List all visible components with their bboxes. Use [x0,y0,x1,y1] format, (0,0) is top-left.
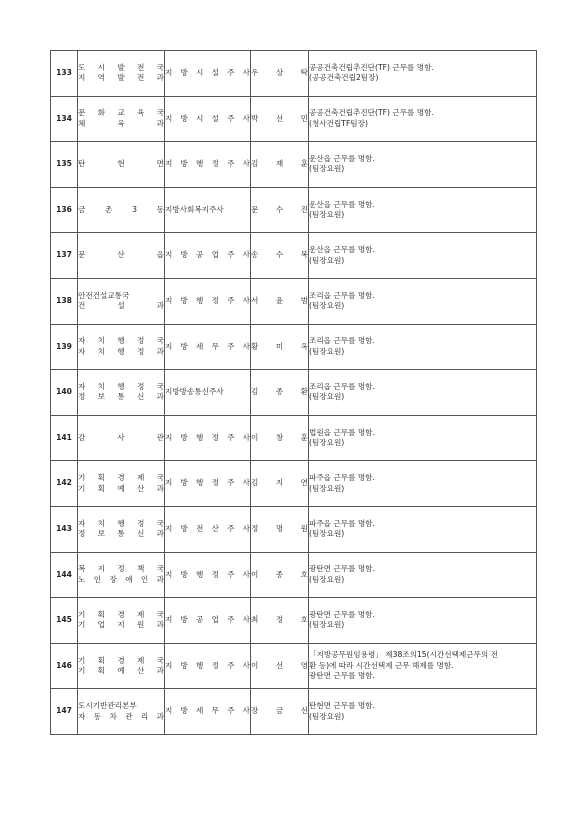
department-line: 자 치 행 정 과 [78,346,164,356]
rank-cell [165,598,251,644]
rank-text: 지 방 전 산 주 사 [165,523,250,533]
rank-cell [165,142,251,188]
name-cell [251,643,309,689]
row-number: 137 [51,233,78,279]
assignment-note-cell [309,96,537,142]
name-cell [251,233,309,279]
department-cell [78,643,165,689]
row-number: 143 [51,506,78,552]
name-cell [251,187,309,233]
assignment-note-line: (팀장요원) [309,529,345,539]
name-cell [251,506,309,552]
department-line: 지 역 발 전 과 [78,73,164,83]
row-number: 135 [51,142,78,188]
department-cell [78,415,165,461]
department-line: 정 보 통 신 과 [78,392,164,402]
department-line: 체 육 과 [78,118,164,128]
assignment-note-cell [309,278,537,324]
row-number: 133 [51,51,78,97]
assignment-note-line: 법원읍 근무를 명함. [309,427,375,437]
name-cell [251,415,309,461]
department-cell [78,51,165,97]
department-line: 자 치 행 정 국 [78,336,164,346]
row-number: 146 [51,643,78,689]
row-number: 142 [51,461,78,507]
department-cell [78,689,165,735]
assignment-note-line: 운산읍 근무를 명함. [309,245,375,255]
name-cell [251,461,309,507]
department-line: 문 화 교 육 국 [78,108,164,118]
department-line: 기 획 경 제 국 [78,609,164,619]
table-row [51,142,537,188]
rank-cell [165,415,251,461]
assignment-note-line: 환 등)에 따라 시간선택제 근무 해제를 명함. [309,660,454,670]
assignment-note-cell [309,461,537,507]
row-number: 134 [51,96,78,142]
rank-text: 지방방송통신주사 [165,387,224,397]
department-cell [78,370,165,416]
department-cell [78,324,165,370]
rank-text: 지 방 세 무 주 사 [165,706,250,716]
assignment-note-line: (팀장요원) [309,711,345,721]
assignment-note-cell [309,370,537,416]
rank-text: 지 방 공 업 주 사 [165,250,250,260]
rank-text: 지 방 행 정 주 사 [165,432,250,442]
table-row [51,187,537,233]
department-cell [78,233,165,279]
person-name: 우 상 탁 [251,68,308,78]
assignment-note-line: 파주읍 근무를 명함. [309,473,375,483]
department-line: 감 사 관 [78,432,164,442]
rank-cell [165,370,251,416]
name-cell [251,96,309,142]
department-line: 복 지 정 책 국 [78,564,164,574]
assignment-note-line: 파주읍 근무를 명함. [309,518,375,528]
assignment-note-line: 광탄면 근무를 명함. [309,564,375,574]
department-cell [78,187,165,233]
person-name: 서 윤 범 [251,296,308,306]
assignment-note-line: 운산읍 근무를 명함. [309,199,375,209]
row-number: 140 [51,370,78,416]
table-row [51,51,537,97]
rank-cell [165,51,251,97]
table-row [51,96,537,142]
assignment-note-line: (팀장요원) [309,255,345,265]
name-cell [251,552,309,598]
rank-text: 지 방 행 정 주 사 [165,159,250,169]
table-row [51,233,537,279]
assignment-note-line: (팀장요원) [309,164,345,174]
rank-text: 지 방 행 정 주 사 [165,478,250,488]
person-name: 장 금 선 [251,706,308,716]
assignment-note-line: (팀장요원) [309,620,345,630]
row-number: 147 [51,689,78,735]
department-line: 도시기반관리본부 [78,701,137,711]
assignment-note-cell [309,689,537,735]
table-row [51,643,537,689]
personnel-order-table [50,50,537,735]
department-line: 탄 현 면 [78,159,164,169]
person-name: 이 종 호 [251,569,308,579]
assignment-note-line: 탄현면 근무를 명함. [309,701,375,711]
department-line: 자 동 차 관 리 과 [78,711,164,721]
department-cell [78,278,165,324]
name-cell [251,324,309,370]
row-number: 136 [51,187,78,233]
row-number: 145 [51,598,78,644]
assignment-note-line: 공공건축건립추진단(TF) 근무를 명함. [309,108,434,118]
rank-text: 지 방 시 설 주 사 [165,68,250,78]
table-row [51,415,537,461]
assignment-note-line: (청사건립TF팀장) [309,118,368,128]
assignment-note-line: (팀장요원) [309,438,345,448]
rank-text: 지 방 시 설 주 사 [165,113,250,123]
assignment-note-cell [309,324,537,370]
name-cell [251,689,309,735]
person-name: 이 선 영 [251,660,308,670]
assignment-note-cell [309,187,537,233]
person-name: 김 재 훈 [251,159,308,169]
department-line: 기 획 경 제 국 [78,473,164,483]
assignment-note-line: 공공건축건립추진단(TF) 근무를 명함. [309,62,434,72]
rank-cell [165,689,251,735]
rank-cell [165,96,251,142]
department-line: 도 시 발 전 국 [78,62,164,72]
rank-cell [165,552,251,598]
rank-cell [165,187,251,233]
department-line: 건 설 과 [78,301,164,311]
assignment-note-cell [309,643,537,689]
row-number: 141 [51,415,78,461]
person-name: 최 정 호 [251,615,308,625]
assignment-note-line: 조리읍 근무를 명함. [309,381,375,391]
department-line: 기 업 지 원 과 [78,620,164,630]
department-line: 자 치 행 정 국 [78,518,164,528]
person-name: 박 선 민 [251,113,308,123]
name-cell [251,51,309,97]
assignment-note-line: (팀장요원) [309,301,345,311]
assignment-note-line: 조리읍 근무를 명함. [309,290,375,300]
person-name: 김 종 환 [251,387,308,397]
assignment-note-cell [309,598,537,644]
name-cell [251,370,309,416]
rank-text: 지 방 공 업 주 사 [165,615,250,625]
row-number: 138 [51,278,78,324]
table-row [51,552,537,598]
name-cell [251,598,309,644]
table-row [51,461,537,507]
department-cell [78,96,165,142]
assignment-note-line: (팀장요원) [309,346,345,356]
rank-cell [165,643,251,689]
department-cell [78,598,165,644]
assignment-note-line: (팀장요원) [309,574,345,584]
rank-text: 지방사회복지주사 [165,204,224,214]
department-line: 정 보 통 신 과 [78,529,164,539]
department-line: 기 획 예 산 과 [78,666,164,676]
rank-cell [165,506,251,552]
person-name: 이 창 훈 [251,432,308,442]
department-cell [78,461,165,507]
assignment-note-line: 광탄면 근무를 명함. [309,671,375,681]
department-cell [78,552,165,598]
assignment-note-cell [309,233,537,279]
table-body [51,51,537,735]
assignment-note-cell [309,142,537,188]
assignment-note-line: (팀장요원) [309,210,345,220]
row-number: 144 [51,552,78,598]
department-line: 기 획 예 산 과 [78,483,164,493]
department-line: 문 산 읍 [78,250,164,260]
table-row [51,324,537,370]
rank-cell [165,233,251,279]
rank-text: 지 방 행 정 주 사 [165,569,250,579]
table-row [51,598,537,644]
assignment-note-line: 광탄면 근무를 명함. [309,609,375,619]
assignment-note-cell [309,51,537,97]
assignment-note-line: (팀장요원) [309,483,345,493]
department-line: 안전건설교통국 [78,290,130,300]
person-name: 정 명 원 [251,523,308,533]
table-row [51,506,537,552]
person-name: 문 수 진 [251,204,308,214]
person-name: 송 수 복 [251,250,308,260]
department-line: 금 촌 3 동 [78,204,164,214]
department-cell [78,142,165,188]
assignment-note-cell [309,415,537,461]
rank-cell [165,461,251,507]
rank-cell [165,278,251,324]
assignment-note-line: 「지방공무원임용령」 제38조의15(시간선택제근무의 전 [309,650,499,660]
rank-text: 지 방 행 정 주 사 [165,660,250,670]
person-name: 황 미 옥 [251,341,308,351]
assignment-note-line: (팀장요원) [309,392,345,402]
rank-text: 지 방 행 정 주 사 [165,296,250,306]
table-row [51,689,537,735]
name-cell [251,278,309,324]
assignment-note-cell [309,552,537,598]
assignment-note-cell [309,506,537,552]
department-cell [78,506,165,552]
department-line: 기 획 경 제 국 [78,655,164,665]
assignment-note-line: 조리읍 근무를 명함. [309,336,375,346]
assignment-note-line: 운산읍 근무를 명함. [309,153,375,163]
department-line: 자 치 행 정 국 [78,381,164,391]
table-row [51,370,537,416]
person-name: 김 지 연 [251,478,308,488]
table-row [51,278,537,324]
name-cell [251,142,309,188]
assignment-note-line: (공공건축건립2팀장) [309,73,379,83]
row-number: 139 [51,324,78,370]
rank-text: 지 방 세 무 주 사 [165,341,250,351]
rank-cell [165,324,251,370]
department-line: 노 인 장 애 인 과 [78,574,164,584]
